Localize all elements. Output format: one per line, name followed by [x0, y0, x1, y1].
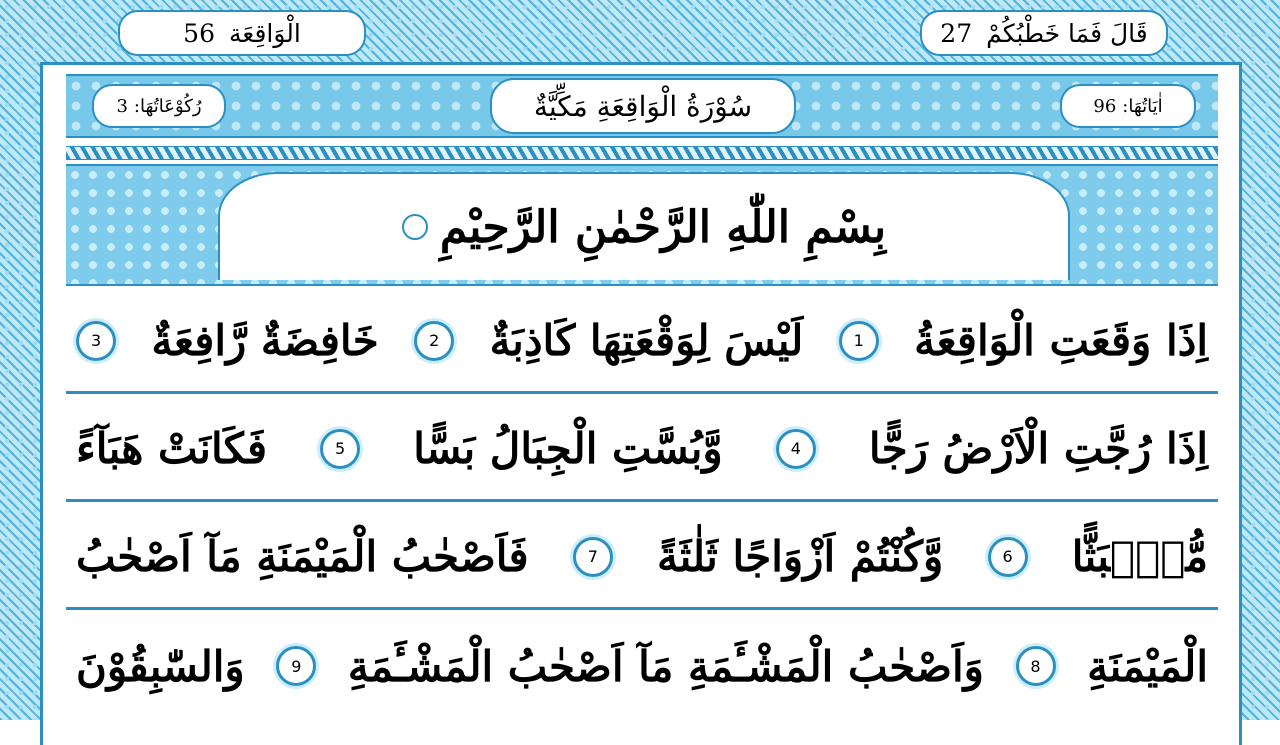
- verse-segment: اِذَا رُجَّتِ الْاَرْضُ رَجًّا: [868, 424, 1208, 473]
- bismillah-end-marker: [402, 214, 428, 240]
- ayat-count-box: [1060, 84, 1196, 128]
- ayah-number-marker: 6: [988, 537, 1028, 577]
- surah-number: 56: [183, 18, 215, 48]
- ayah-number-marker: 4: [776, 429, 816, 469]
- ruku-count: 3: [116, 95, 128, 117]
- surah-name-header: [118, 10, 366, 56]
- ayat-label: اٰيَاتُهَا:: [1122, 95, 1163, 117]
- verse-segment: خَافِضَةٌ رَّافِعَةٌ: [151, 316, 379, 365]
- juz-name-header: [920, 10, 1168, 56]
- ayah-number-marker: 3: [76, 321, 116, 361]
- juz-number: 27: [940, 18, 973, 48]
- surah-title: سُوْرَةُ الْوَاقِعَةِ مَكِّيَّةٌ: [490, 78, 796, 134]
- verse-segment: وَّبُسَّتِ الْجِبَالُ بَسًّا: [413, 424, 723, 473]
- verse-segment: مُّنْۢبَثًّا: [1071, 532, 1208, 581]
- ayat-count: 96: [1093, 95, 1117, 117]
- verse-segment: فَاَصْحٰبُ الْمَيْمَنَةِ مَآ اَصْحٰبُ: [76, 532, 529, 581]
- verse-line: [66, 614, 1218, 718]
- bismillah-panel: [66, 164, 1218, 286]
- ayah-number-marker: 2: [414, 321, 454, 361]
- verse-line: [66, 506, 1218, 610]
- verse-segment: وَّكُنْتُمْ اَزْوَاجًا ثَلٰثَةً: [657, 532, 944, 581]
- surah-name-label: الْوَاقِعَة: [228, 18, 301, 48]
- verse-segment: فَكَانَتْ هَبَآءً: [76, 424, 268, 473]
- verse-line: [66, 290, 1218, 394]
- ayah-number-marker: 1: [839, 321, 879, 361]
- bismillah-frame: [218, 172, 1070, 280]
- verse-segment: الْمَيْمَنَةِ: [1087, 641, 1208, 691]
- juz-name-label: قَالَ فَمَا خَطْبُكُمْ: [986, 18, 1148, 48]
- ayah-number-marker: 8: [1016, 646, 1056, 686]
- verse-segment: وَالسّٰبِقُوْنَ: [76, 641, 245, 691]
- ruku-count-box: [92, 84, 226, 128]
- ruku-label: رُكُوْعَاتُهَا:: [133, 95, 202, 117]
- verse-segment: لَيْسَ لِوَقْعَتِهَا كَاذِبَةٌ: [489, 316, 804, 365]
- bismillah-text: بِسْمِ اللّٰهِ الرَّحْمٰنِ الرَّحِيْمِ: [439, 201, 887, 253]
- verse-line: [66, 398, 1218, 502]
- ayah-number-marker: 7: [573, 537, 613, 577]
- ayah-number-marker: 9: [276, 646, 316, 686]
- ayah-number-marker: 5: [320, 429, 360, 469]
- verse-segment: وَاَصْحٰبُ الْمَشْـَٔمَةِ مَآ اَصْحٰبُ الْمَشْـَٔمَةِ: [347, 641, 984, 691]
- rope-divider: [66, 146, 1218, 160]
- surah-title-band: [66, 74, 1218, 138]
- verse-segment: اِذَا وَقَعَتِ الْوَاقِعَةُ: [914, 316, 1208, 365]
